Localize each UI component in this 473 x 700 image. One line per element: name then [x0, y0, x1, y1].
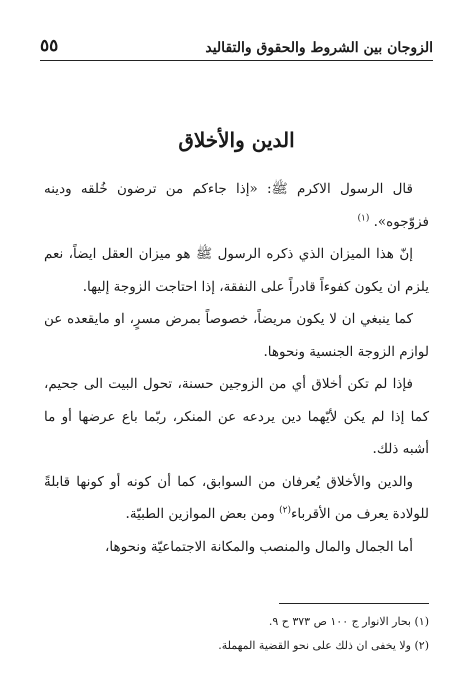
- footnote-ref-1: (١): [357, 213, 370, 223]
- paragraph-6: أما الجمال والمال والمنصب والمكانة الاجتماعيّة ونحوها،: [105, 538, 413, 555]
- paragraph-4: فإذا لم تكن أخلاق أي من الزوجين حسنة، تحول البيت الى جحيم، كما إذا لم يكن لأيّهما دين يردعه عن المنكر، ربّما باع عرضها أو ما أشبه ذلك.: [44, 376, 429, 457]
- paragraph-3: كما ينبغي ان لا يكون مريضاً، خصوصاً بمرض مسرٍ، او مايقعده عن لوازم الزوجة الجنسية ونحوها.: [44, 311, 429, 360]
- footnote-divider: [279, 603, 429, 604]
- footnote-1: (١) بحار الانوار ج ١٠٠ ص ٣٧٣ ح ٩.: [268, 615, 429, 628]
- paragraph-1: قال الرسول الاكرم ﷺ: «إذا جاءكم من ترضون خُلقه ودينه فزوّجوه». $^{(١)}$: [44, 181, 429, 230]
- footnote-2: (٢) ولا يخفى ان ذلك على نحو القضية المهملة.: [218, 639, 429, 652]
- running-title: الزوجان بين الشروط والحقوق والتقاليد: [205, 40, 433, 56]
- paragraph-5: والدين والأخلاق يُعرفان من السوابق، كما أن كونه أو كونها قابلةً للولادة يعرف من الأقرباء$^{(٢)}$ ومن بعض الموازين الطبيّة.: [44, 473, 429, 522]
- body-text: [44, 173, 429, 563]
- chapter-title: الدين والأخلاق: [178, 128, 295, 152]
- page-number: ٥٥: [40, 36, 59, 56]
- running-header: [40, 30, 433, 61]
- footnotes: [44, 610, 429, 658]
- footnote-ref-2: (٢): [279, 505, 291, 516]
- paragraph-2: إنّ هذا الميزان الذي ذكره الرسول ﷺ هو ميزان العقل ايضاً، نعم يلزم ان يكون كفوءاً قادراً على النفقة، إذا احتاجت الزوجة إليها.: [44, 246, 429, 295]
